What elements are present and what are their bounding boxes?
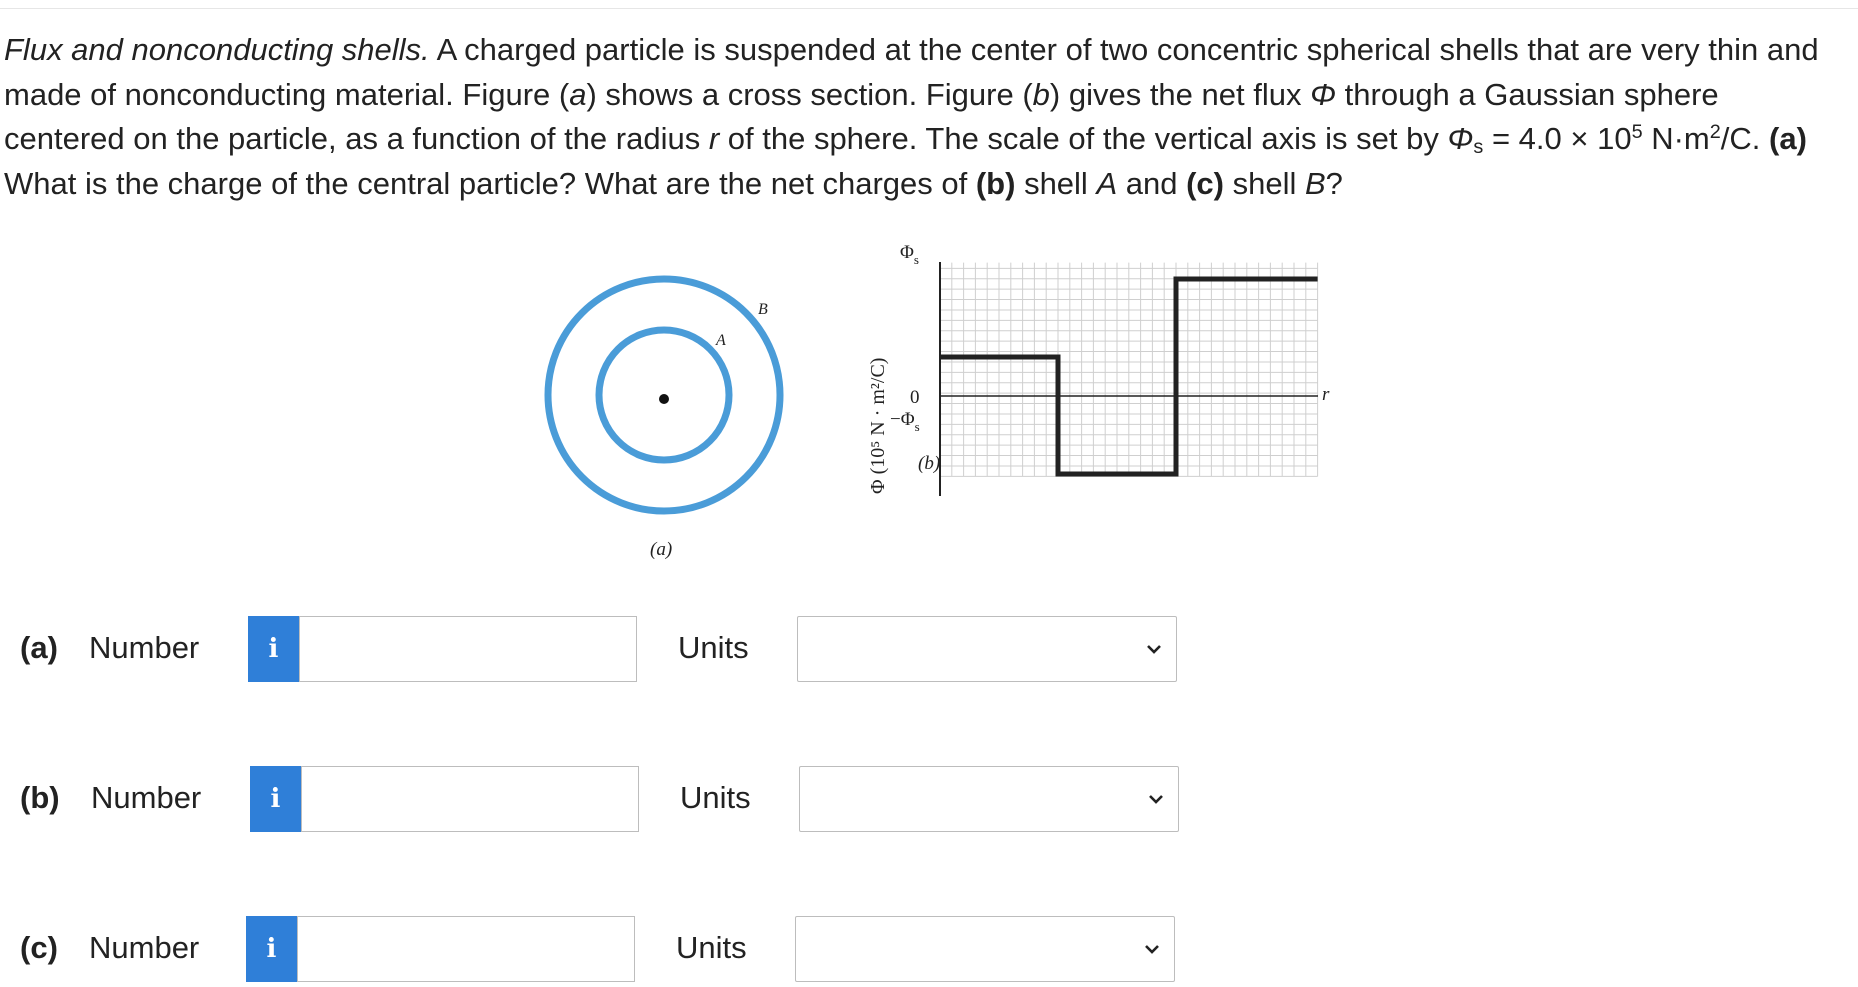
chevron-down-icon [1142,939,1162,959]
shell-b-label: B [758,301,768,318]
chevron-down-icon [1146,789,1166,809]
number-input-c[interactable] [297,916,635,982]
answer-row-c [0,916,1200,982]
number-input-a[interactable] [299,616,637,682]
answer-number-label: Number [91,780,202,815]
question-a-marker: (a) [1769,121,1807,156]
units-dropdown-b[interactable] [799,766,1179,832]
y-tick-top: $\Phi_s$ [900,242,919,267]
y-tick-bottom: $-\Phi_s$ [890,409,920,434]
chart-grid [940,263,1318,477]
info-button[interactable]: i [248,616,299,682]
x-axis-label: r [1322,384,1330,405]
figure-b-flux-chart [858,222,1368,572]
answer-part-label: (b) [20,780,60,815]
figure-a-caption: (a) [650,539,673,560]
problem-statement: Flux and nonconducting shells. A charged particle is suspended at the center of two concentric spherical shells that are very thin and made of nonconducting material. Figure (a) shows a cross section. Figure (b) gives the net flux Φ through a Gaussian sphere centered on the particle, as a function of the radius r of the sphere. The scale of the vertical axis is set by $\Phi_s = 4.0 \times 10^5$ $N\cdot m^2/C$. (a) What is the charge of the central particle? What are the net charges of (b) shell A and (c) shell B? [4,32,1819,201]
figure-b-caption: (b) [918,453,941,474]
answer-row-b [0,766,1200,832]
answer-part-label: (a) [20,630,58,665]
central-particle [659,394,669,404]
question-b-marker: (b) [975,165,1016,201]
info-button[interactable]: i [250,766,301,832]
top-divider [0,8,1858,9]
chevron-down-icon [1144,639,1164,659]
y-axis-label: Φ (10⁵ N · m²/C) [867,357,889,494]
answer-number-label: Number [89,930,200,965]
units-label: Units [678,630,749,665]
number-input-b[interactable] [301,766,639,832]
answer-part-label: (c) [20,930,58,965]
units-label: Units [680,780,751,815]
units-dropdown-a[interactable] [797,616,1177,682]
shell-a-label: A [716,332,726,349]
problem-title: Flux and nonconducting shells. [4,32,430,67]
figure-a-shells [544,265,794,565]
units-label: Units [676,930,747,965]
y-tick-zero: 0 [910,387,920,408]
question-c-marker: (c) [1186,165,1224,201]
units-dropdown-c[interactable] [795,916,1175,982]
answer-row-a [0,616,1200,682]
info-button[interactable]: i [246,916,297,982]
answer-number-label: Number [89,630,200,665]
